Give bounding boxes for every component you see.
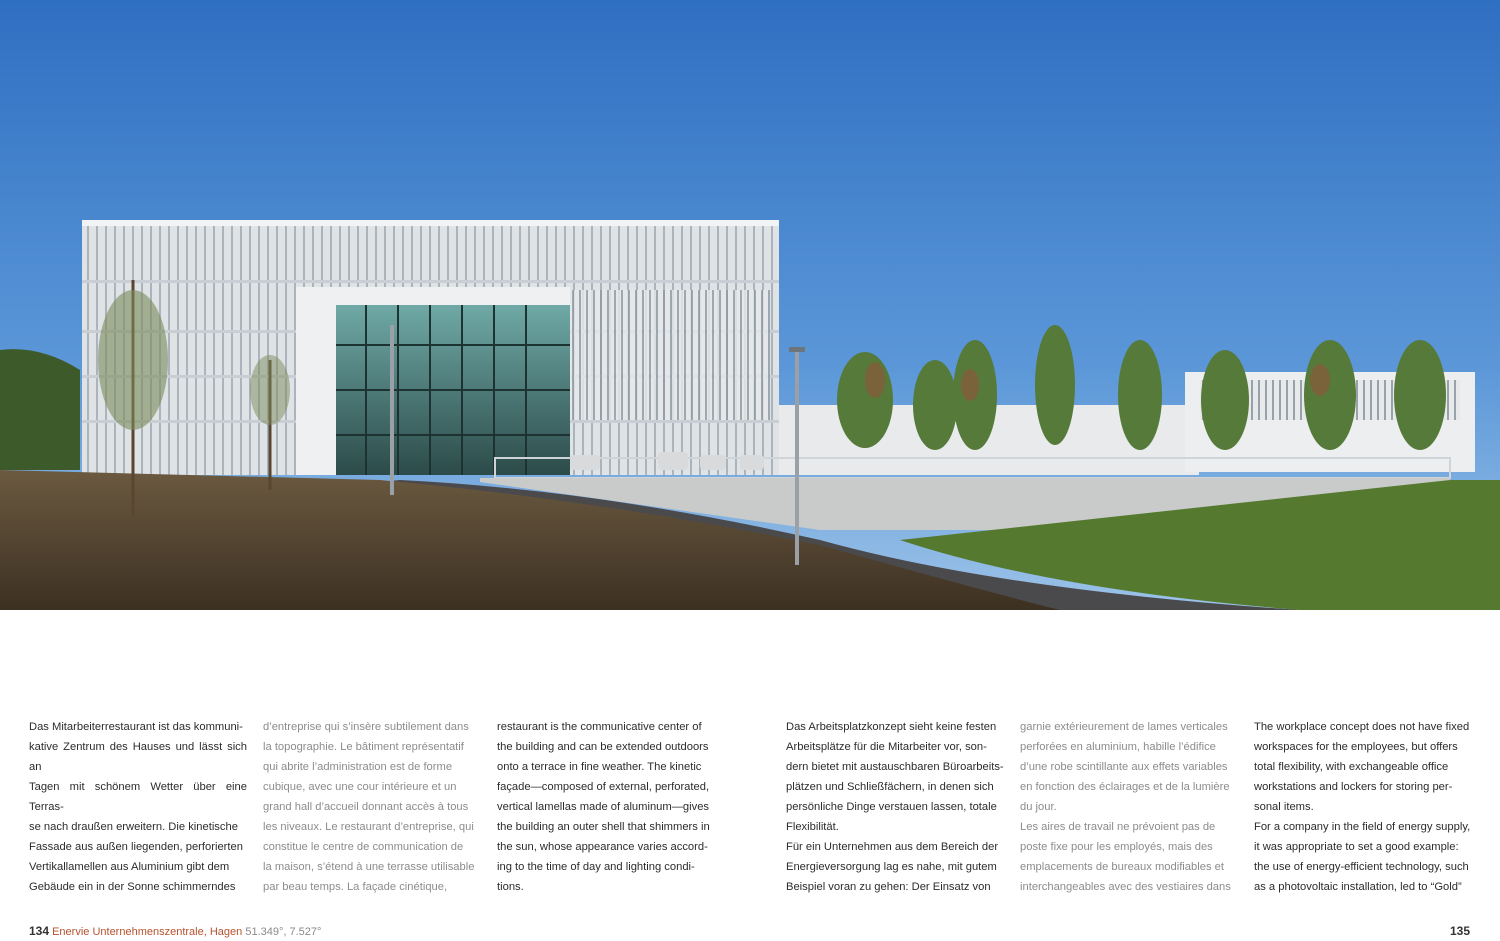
page-number: 134 [29,924,50,938]
text-line: du jour. [1020,801,1057,813]
text-line: plätzen und Schließfächern, in denen sich [786,781,994,793]
text-line: vertical lamellas made of aluminum—gives [497,801,710,813]
text-line: workspaces for the employees, but offers [1254,741,1458,753]
text-line: For a company in the field of energy supply, [1254,821,1471,833]
left-col-english [497,717,715,901]
page-number: 135 [1450,924,1471,938]
text-line: la maison, s’étend à une terrasse utilisable [263,861,475,873]
text-line: grand hall d’accueil donnant accès à tous [263,801,469,813]
right-folio [1450,924,1470,938]
right-col-english [1254,717,1472,901]
text-line: persönliche Dinge verstauen lassen, totale [786,801,997,813]
text-line: onto a terrace in fine weather. The kinetic [497,761,702,773]
left-col-french [263,717,481,901]
text-line: it was appropriate to set a good example: [1254,841,1459,853]
text-line: as a photovoltaic installation, led to “Gold” [1254,881,1462,893]
text-line: Fassade aus außen liegenden, perforierten [29,841,243,853]
text-line: la topographie. Le bâtiment représentatif [263,741,464,753]
text-line: sonal items. [1254,801,1314,813]
text-line: cubique, avec une cour intérieure et un [263,781,457,793]
text-line: constitue le centre de communication de [263,841,464,853]
text-line: d’une robe scintillante aux effets variables [1020,761,1228,773]
text-line: Flexibilität. [786,821,839,833]
text-line: les niveaux. Le restaurant d’entreprise, qui [263,821,474,833]
text-line: The workplace concept does not have fixed [1254,721,1470,733]
text-line: perforées en aluminium, habille l’édifice [1020,741,1216,753]
text-line: Das Mitarbeiterrestaurant ist das kommuni- [29,721,243,733]
text-line: ing to the time of day and lighting condi- [497,861,695,873]
text-line: workstations and lockers for storing per- [1254,781,1453,793]
text-line: Gebäude ein in der Sonne schimmerndes [29,881,236,893]
text-line: Tagen mit schönem Wetter über eine Terras- [29,781,247,813]
right-col-german [786,717,1004,901]
text-line: emplacements de bureaux modifiables et [1020,861,1224,873]
text-line: the use of energy-efficient technology, such [1254,861,1469,873]
text-line: en fonction des éclairages et de la lumière [1020,781,1230,793]
text-line: Vertikallamellen aus Aluminium gibt dem [29,861,230,873]
text-line: the building and can be extended outdoors [497,741,709,753]
left-folio [29,924,321,938]
text-line: Beispiel voran zu gehen: Der Einsatz von [786,881,991,893]
text-line: tions. [497,881,524,893]
text-line: se nach draußen erweitern. Die kinetische [29,821,238,833]
text-line: interchangeables avec des vestiaires dans [1020,881,1231,893]
text-line: Das Arbeitsplatzkonzept sieht keine festen [786,721,997,733]
text-line: garnie extérieurement de lames verticales [1020,721,1228,733]
text-line: d’entreprise qui s’insère subtilement dans [263,721,469,733]
text-line: kative Zentrum des Hauses und lässt sich an [29,741,247,773]
text-line: Les aires de travail ne prévoient pas de [1020,821,1216,833]
text-line: the building an outer shell that shimmers in [497,821,710,833]
text-line: restaurant is the communicative center of [497,721,702,733]
text-line: Arbeitsplätze für die Mitarbeiter vor, son- [786,741,987,753]
text-line: par beau temps. La façade cinétique, [263,881,448,893]
text-line: façade—composed of external, perforated, [497,781,710,793]
right-col-french [1020,717,1238,901]
text-line: dern bietet mit austauschbaren Büroarbeits- [786,761,1004,773]
text-line: the sun, whose appearance varies accord- [497,841,708,853]
left-col-german [29,717,247,901]
coordinates: 51.349°, 7.527° [245,926,322,938]
text-line: poste fixe pour les employés, mais des [1020,841,1213,853]
text-line [29,897,247,901]
text-line: Energieversorgung lag es nahe, mit gutem [786,861,997,873]
text-line: Für ein Unternehmen aus dem Bereich der [786,841,999,853]
text-line: total flexibility, with exchangeable office [1254,761,1449,773]
project-title: Enervie Unternehmenszentrale, Hagen [52,926,243,938]
text-line: qui abrite l’administration est de forme [263,761,453,773]
